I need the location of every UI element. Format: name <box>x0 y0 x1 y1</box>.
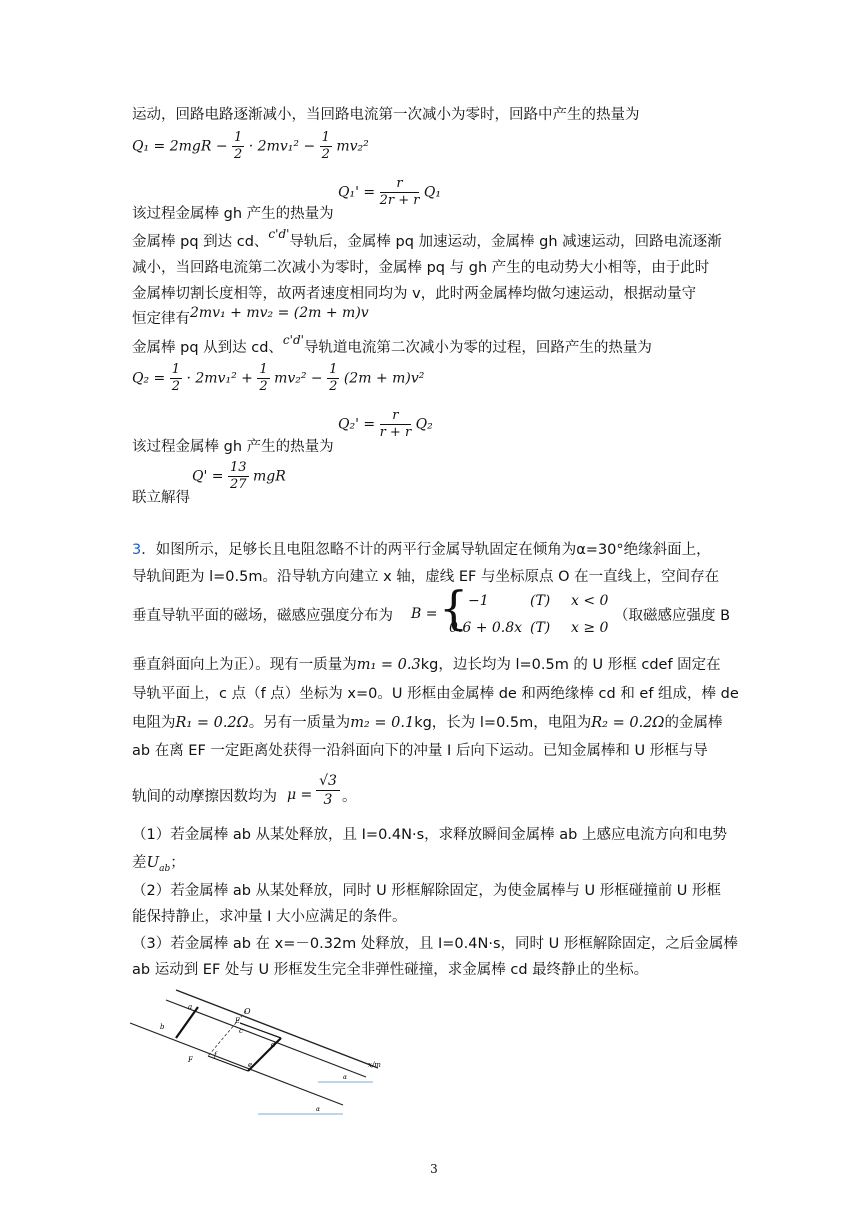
momentum-equation: 2mv₁ + mv₂ = (2m + m)v <box>190 305 369 321</box>
text-seg: 恒定律有 <box>132 311 190 327</box>
mu-fraction <box>316 772 340 809</box>
label-e: e <box>248 1061 253 1069</box>
text-seg: 导轨道电流第二次减小为零的过程，回路产生的热量为 <box>303 340 652 356</box>
eq-part: Q₂ <box>415 416 433 433</box>
label-F: F <box>188 1056 193 1064</box>
question-1-cont <box>132 852 185 879</box>
text-seg: 。 <box>342 789 357 805</box>
mu-label: μ = <box>287 787 313 803</box>
problem-3-line <box>132 606 393 626</box>
numerator: 1 <box>171 362 181 377</box>
eq-part: Q₁ = 2mgR − <box>132 138 228 155</box>
label-b: b <box>160 1023 165 1031</box>
fraction <box>380 408 412 441</box>
label-xm: x/m <box>368 1061 381 1069</box>
text-line <box>132 333 652 358</box>
text-seg: 的金属棒 <box>664 715 723 731</box>
text-seg: ； <box>170 855 185 871</box>
text-seg: 垂直导轨平面的磁场，磁感应强度分布为 <box>132 608 393 624</box>
label-f: f <box>214 1051 217 1059</box>
eq-part: Q₁ <box>423 184 441 201</box>
b-row2-value: 0.6 + 0.8x <box>449 620 523 636</box>
r1-value: R₁ = 0.2Ω <box>175 715 249 731</box>
question-3: （3）若金属棒 ab 在 x=－0.32m 处释放，且 I=0.4N·s，同时 U 形框解除固定，之后金属棒 <box>132 936 738 952</box>
text-line <box>132 305 369 329</box>
numerator: 1 <box>234 130 243 145</box>
numerator: √3 <box>316 772 340 791</box>
denominator: 27 <box>229 477 247 492</box>
label-c: c <box>239 1027 243 1035</box>
problem-3-line: （取磁感应强度 B <box>614 608 731 624</box>
numerator: 13 <box>229 460 247 475</box>
text-seg: 金属棒 pq 从到达 cd、 <box>132 340 283 356</box>
question-2: （2）若金属棒 ab 从某处释放，同时 U 形框解除固定，为使金属棒与 U 形框碰撞前 U 形框 <box>132 883 722 899</box>
b-row2-condition: x ≥ 0 <box>571 620 609 636</box>
cd-prime: c'd' <box>268 227 290 241</box>
eq-part: mv₂² <box>336 138 369 155</box>
eq-part: Q₂' = <box>338 416 376 433</box>
numerator: 1 <box>259 362 268 377</box>
numerator: 1 <box>329 362 338 377</box>
fraction <box>320 130 332 163</box>
denominator: 2 <box>171 379 181 394</box>
denominator: 2 <box>321 147 330 162</box>
denominator: 2 <box>259 379 268 394</box>
equation-q2-prime <box>338 408 433 441</box>
label-d: d <box>271 1041 276 1049</box>
eq-part: Q₂ = <box>132 370 166 387</box>
text-line: 减小，当回路电流第二次减小为零时，金属棒 pq 与 gh 产生的电动势大小相等，由于此时 <box>132 260 710 276</box>
label-alpha-1: α <box>343 1074 348 1081</box>
denominator: r + r <box>379 425 412 440</box>
text-line: 金属棒切割长度相等，故两者速度相同均为 v，此时两金属棒均做匀速运动，根据动量守 <box>132 286 697 302</box>
problem-3-line <box>132 655 721 675</box>
text-seg: 金属棒 pq 到达 cd、 <box>132 234 269 250</box>
fraction <box>170 362 182 395</box>
m1-value: m₁ = 0.3 <box>356 657 421 673</box>
denominator: 2 <box>234 147 243 162</box>
denominator: 2 <box>329 379 338 394</box>
b-row1-unit: (T) <box>530 593 551 609</box>
text-seg: 导轨后，金属棒 pq 加速运动，金属棒 gh 减速运动，回路电流逐渐 <box>289 234 722 250</box>
cd-prime: c'd' <box>282 333 304 347</box>
question-1: （1）若金属棒 ab 从某处释放，且 I=0.4N·s，求释放瞬间金属棒 ab 上感应电流方向和电势 <box>132 827 727 843</box>
b-label: B = <box>411 606 438 622</box>
text-seg: 垂直斜面向上为正）。现有一质量为 <box>132 657 357 673</box>
label-e-upper: E <box>235 1017 241 1025</box>
eq-part: mgR <box>252 468 286 485</box>
text-line <box>132 227 722 252</box>
problem-number: 3 <box>132 542 142 558</box>
eq-part: · 2mv₁² − <box>248 138 316 155</box>
problem-3-line: 导轨平面上，c 点（f 点）坐标为 x=0。U 形框由金属棒 de 和两绝缘棒 cd 和 ef 组成，棒 de <box>132 686 739 702</box>
problem-3-line <box>132 713 722 733</box>
text-seg: kg，长为 l=0.5m，电阻为 <box>414 715 592 731</box>
eq-part: Q' = <box>192 468 224 485</box>
label-alpha-2: α <box>316 1106 321 1113</box>
denominator: 3 <box>323 792 333 808</box>
left-brace: { <box>439 581 469 635</box>
fraction <box>228 460 249 493</box>
uab-symbol: U <box>146 853 160 871</box>
text-seg: kg，边长均为 l=0.5m 的 U 形框 cdef 固定在 <box>420 657 721 673</box>
problem-3-line <box>132 540 711 560</box>
equation-q-prime <box>192 460 286 493</box>
label-o: O <box>244 1007 251 1016</box>
fraction <box>257 362 269 395</box>
b-row2-unit: (T) <box>530 620 551 636</box>
uab-subscript: ab <box>159 863 171 874</box>
problem-3-line: 导轨间距为 l=0.5m。沿导轨方向建立 x 轴，虚线 EF 与坐标原点 O 在一直线上，空间存在 <box>132 569 720 585</box>
fraction <box>232 130 244 163</box>
denominator: 2r + r <box>379 193 420 208</box>
r2-value: R₂ = 0.2Ω <box>591 715 665 731</box>
rail-top <box>176 990 378 1068</box>
text-seg: 电阻为 <box>132 715 176 731</box>
question-3-cont: ab 运动到 EF 处与 U 形框发生完全非弹性碰撞，求金属棒 cd 最终静止的坐标。 <box>132 962 649 978</box>
numerator: r <box>380 176 420 193</box>
question-2-cont: 能保持静止，求冲量 I 大小应满足的条件。 <box>132 909 407 925</box>
bar-de <box>248 1038 281 1071</box>
numerator: r <box>380 408 412 425</box>
b-row1-value: −1 <box>468 593 489 609</box>
text-seg: 轨间的动摩擦因数均为 <box>132 789 277 805</box>
text-line: 该过程金属棒 gh 产生的热量为 <box>132 206 334 222</box>
label-a: a <box>188 1003 193 1011</box>
bar-ab <box>176 1007 198 1038</box>
page-number: 3 <box>430 1162 438 1176</box>
eq-part: mv₂² − <box>274 370 323 387</box>
equation-q2 <box>132 362 424 395</box>
eq-part: · 2mv₁² + <box>186 370 253 387</box>
text-seg: 差 <box>132 855 147 871</box>
incline-rail-figure <box>128 985 398 1120</box>
problem-3-line <box>132 787 277 807</box>
text-line: 联立解得 <box>132 490 190 506</box>
text-seg: ．如图所示，足够长且电阻忽略不计的两平行金属导轨固定在倾角为α=30°绝缘斜面上， <box>141 542 711 558</box>
text-line: 运动，回路电路逐渐减小，当回路电流第一次减小为零时，回路中产生的热量为 <box>132 107 640 123</box>
fraction <box>380 176 420 209</box>
text-line: 该过程金属棒 gh 产生的热量为 <box>132 439 334 455</box>
b-row1-condition: x < 0 <box>571 593 609 609</box>
m2-value: m₂ = 0.1 <box>350 715 415 731</box>
equation-q1 <box>132 130 369 163</box>
equation-q1-prime <box>338 176 441 209</box>
rail-lower <box>130 1023 343 1105</box>
fraction <box>327 362 339 395</box>
problem-3-line: ab 在离 EF 一定距离处获得一沿斜面向下的冲量 I 后向下运动。已知金属棒和 U 形框与导 <box>132 743 708 759</box>
text-seg: 。另有一质量为 <box>248 715 351 731</box>
numerator: 1 <box>321 130 330 145</box>
eq-part: (2m + m)v² <box>343 370 425 387</box>
eq-part: Q₁' = <box>338 184 376 201</box>
